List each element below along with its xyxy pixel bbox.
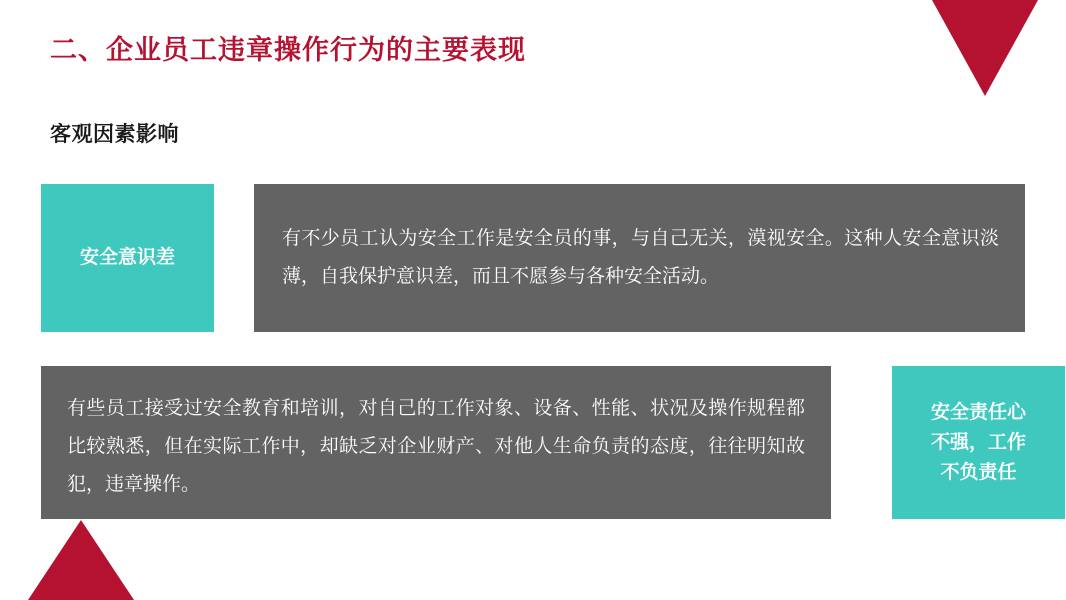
content-row-1: [41, 184, 1025, 332]
decorative-triangle-top-icon: [932, 0, 1038, 96]
content-row-2: [41, 366, 1025, 519]
section-subtitle: 客观因素影响: [50, 123, 179, 146]
decorative-triangle-bottom-icon: [28, 520, 134, 600]
block-text-1: 有不少员工认为安全工作是安全员的事，与自己无关，漠视安全。这种人安全意识淡薄，自我保护意识差，而且不愿参与各种安全活动。: [254, 184, 1025, 332]
block-label-2-line-3: 不负责任: [940, 461, 1017, 483]
page-title: 二、企业员工违章操作行为的主要表现: [50, 35, 526, 65]
block-label-2-line-1: 安全责任心: [930, 401, 1026, 423]
block-label-1: 安全意识差: [41, 184, 214, 332]
block-label-2: [892, 366, 1065, 519]
block-label-2-line-2: 不强，工作: [930, 431, 1026, 453]
block-text-2: 有些员工接受过安全教育和培训，对自己的工作对象、设备、性能、状况及操作规程都比较熟悉，但在实际工作中，却缺乏对企业财产、对他人生命负责的态度，往往明知故犯，违章操作。: [41, 366, 831, 519]
